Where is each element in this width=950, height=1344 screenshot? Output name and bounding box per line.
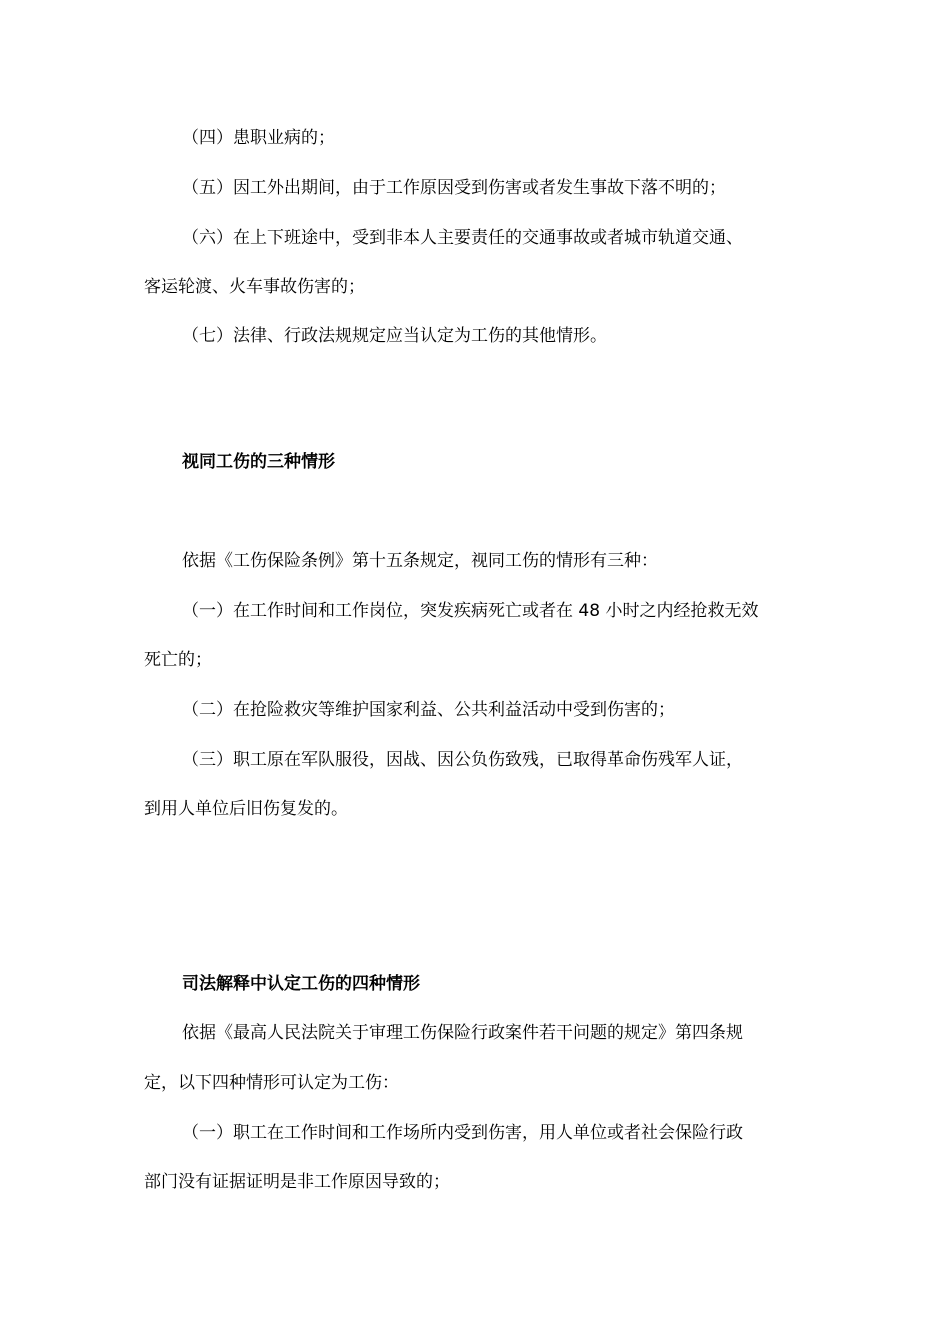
- section-heading: 视同工伤的三种情形: [182, 452, 335, 472]
- list-item: （七）法律、行政法规规定应当认定为工伤的其他情形。: [182, 326, 607, 346]
- paragraph: 依据《最高人民法院关于审理工伤保险行政案件若干问题的规定》第四条规: [182, 1023, 743, 1043]
- paragraph: 依据《工伤保险条例》第十五条规定，视同工伤的情形有三种：: [182, 551, 658, 571]
- list-item-continuation: 到用人单位后旧伤复发的。: [144, 799, 348, 819]
- section-heading: 司法解释中认定工伤的四种情形: [182, 974, 420, 994]
- list-item-continuation: 客运轮渡、火车事故伤害的；: [144, 277, 365, 297]
- list-item: （六）在上下班途中，受到非本人主要责任的交通事故或者城市轨道交通、: [182, 228, 743, 248]
- list-item: （三）职工原在军队服役，因战、因公负伤致残，已取得革命伤残军人证，: [182, 750, 743, 770]
- list-item: （五）因工外出期间，由于工作原因受到伤害或者发生事故下落不明的；: [182, 178, 726, 198]
- list-item: （二）在抢险救灾等维护国家利益、公共利益活动中受到伤害的；: [182, 700, 675, 720]
- list-item: （四）患职业病的；: [182, 128, 335, 148]
- list-item-continuation: 部门没有证据证明是非工作原因导致的；: [144, 1172, 450, 1192]
- list-item: （一）职工在工作时间和工作场所内受到伤害，用人单位或者社会保险行政: [182, 1123, 743, 1143]
- list-item: （一）在工作时间和工作岗位，突发疾病死亡或者在 48 小时之内经抢救无效: [182, 601, 759, 621]
- paragraph-continuation: 定，以下四种情形可认定为工伤：: [144, 1073, 399, 1093]
- list-item-continuation: 死亡的；: [144, 650, 212, 670]
